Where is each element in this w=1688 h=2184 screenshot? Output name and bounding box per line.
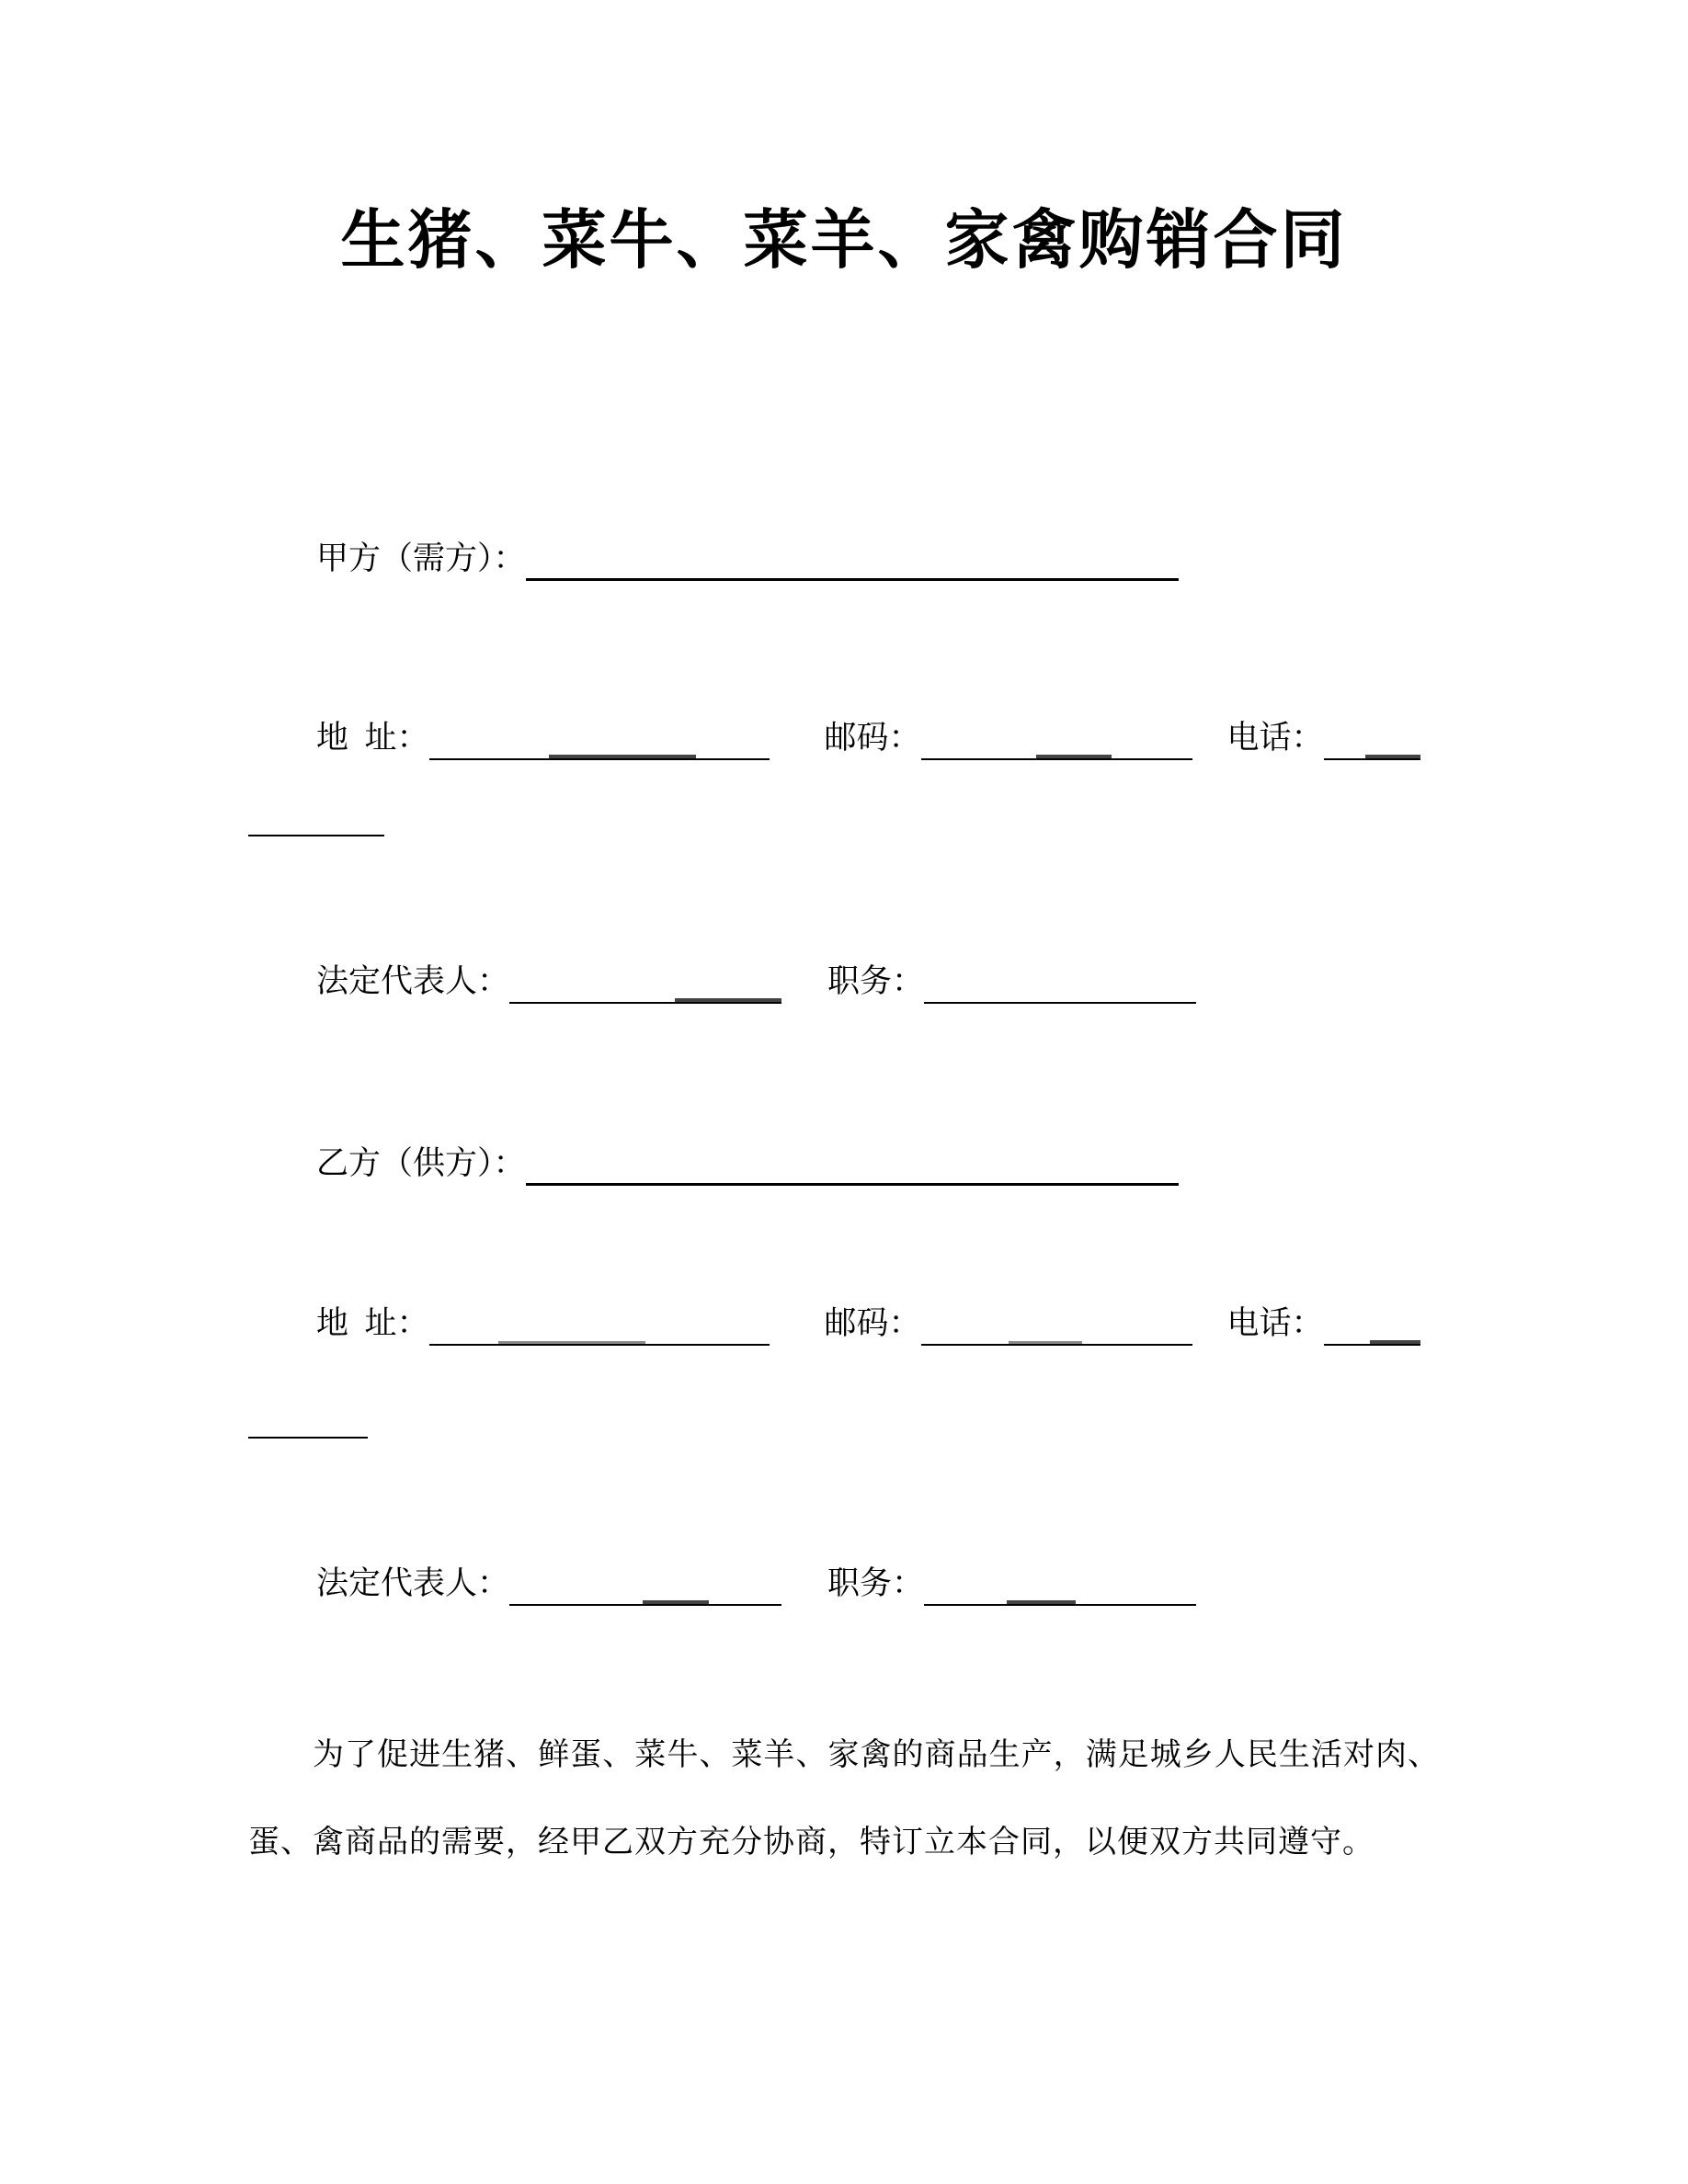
party-a-address-row (248, 716, 1508, 760)
party-a-phone-blank[interactable] (1324, 718, 1420, 760)
party-b-postcode-label: 邮码： (824, 1305, 921, 1341)
party-b-postcode-blank[interactable] (921, 1303, 1192, 1346)
party-a-legal-rep-blank[interactable] (509, 961, 781, 1004)
party-a-label: 甲方（需方）： (316, 540, 526, 576)
party-b-address-blank[interactable] (429, 1303, 770, 1346)
party-a-address-blank[interactable] (429, 718, 770, 760)
party-b-phone-continuation-blank[interactable] (248, 1396, 368, 1439)
party-a-phone-continuation-blank[interactable] (248, 794, 384, 836)
party-b-position-blank[interactable] (924, 1564, 1196, 1606)
party-b-phone-blank[interactable] (1324, 1303, 1420, 1346)
party-a-postcode-label: 邮码： (824, 720, 921, 756)
party-a-phone-label: 电话： (1226, 720, 1324, 756)
party-b-legal-row (248, 1562, 1508, 1606)
party-a-phone-continuation-row (248, 792, 1440, 836)
contract-preamble: 为了促进生猪、鲜蛋、菜牛、菜羊、家禽的商品生产，满足城乡人民生活对肉、蛋、禽商品的需要，经甲乙双方充分协商，特订立本合同，以便双方共同遵守。 (248, 1738, 1440, 1860)
party-b-phone-label: 电话： (1226, 1305, 1324, 1341)
party-b-row (248, 1142, 1508, 1186)
party-b-phone-continuation-row (248, 1394, 1440, 1439)
party-a-row (248, 537, 1508, 581)
party-b-position-label: 职务： (827, 1565, 925, 1601)
party-a-legal-rep-label: 法定代表人： (316, 963, 510, 999)
party-b-label: 乙方（供方）： (316, 1145, 526, 1181)
party-a-position-blank[interactable] (924, 961, 1196, 1004)
party-a-position-label: 职务： (827, 963, 925, 999)
party-a-legal-row (248, 960, 1508, 1004)
party-a-address-label: 地 址： (316, 720, 429, 756)
contract-title: 生猪、菜牛、菜羊、家禽购销合同 (340, 204, 1348, 276)
party-b-legal-rep-label: 法定代表人： (316, 1565, 510, 1601)
party-b-address-row (248, 1302, 1508, 1346)
party-b-legal-rep-blank[interactable] (509, 1564, 781, 1606)
party-b-name-blank[interactable] (526, 1143, 1179, 1186)
party-a-name-blank[interactable] (526, 538, 1179, 581)
party-b-address-label: 地 址： (316, 1305, 429, 1341)
party-a-postcode-blank[interactable] (921, 718, 1192, 760)
